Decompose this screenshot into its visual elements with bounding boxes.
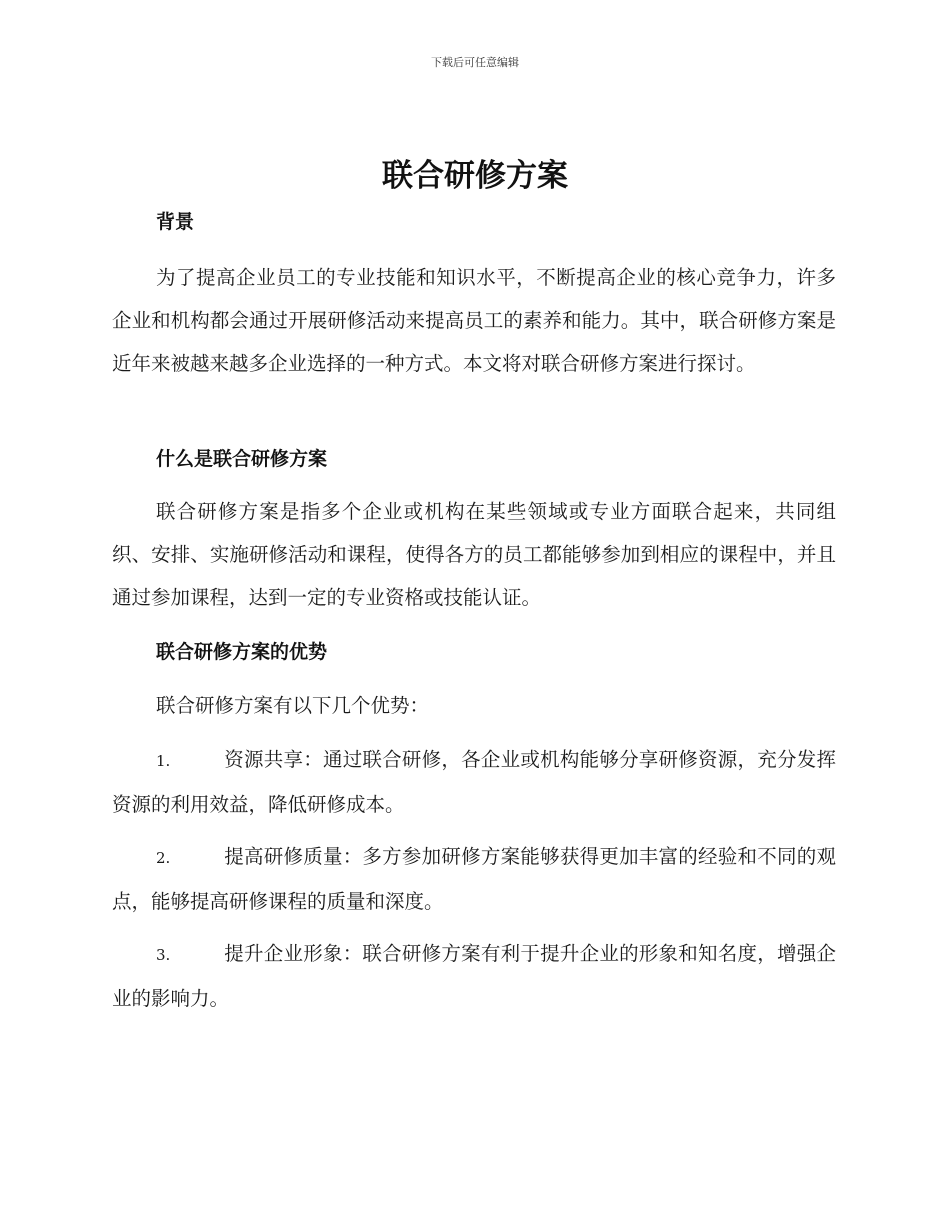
list-item-text: 资源共享：通过联合研修，各企业或机构能够分享研修资源，充分发挥资源的利用效益，降低研修成本。 — [112, 748, 836, 816]
section-heading-what-is: 什么是联合研修方案 — [156, 448, 328, 470]
paragraph-advantages-intro: 联合研修方案有以下几个优势： — [156, 694, 430, 717]
paragraph-what-is: 联合研修方案是指多个企业或机构在某些领域或专业方面联合起来，共同组织、安排、实施研修活动和课程，使得各方的员工都能够参加到相应的课程中，并且通过参加课程，达到一定的专业资格或技能认证。 — [112, 500, 836, 609]
list-item-text: 提升企业形象：联合研修方案有利于提升企业的形象和知名度，增强企业的影响力。 — [112, 942, 836, 1010]
section-background — [112, 207, 836, 234]
section-advantages — [112, 637, 836, 664]
list-item-number: 1. — [156, 752, 171, 770]
page-header-note: 下载后可任意编辑 — [431, 56, 519, 69]
list-item — [112, 738, 836, 826]
section-heading-background: 背景 — [156, 211, 195, 233]
paragraph-background: 为了提高企业员工的专业技能和知识水平，不断提高企业的核心竞争力，许多企业和机构都会通过开展研修活动来提高员工的素养和能力。其中，联合研修方案是近年来被越来越多企业选择的一种方式。本文将对联合研修方案进行探讨。 — [112, 266, 836, 375]
list-item-number: 3. — [156, 946, 171, 964]
document-title: 联合研修方案 — [382, 158, 568, 194]
list-item-text: 提高研修质量：多方参加研修方案能够获得更加丰富的经验和不同的观点，能够提高研修课程的质量和深度。 — [112, 845, 836, 913]
advantages-intro-block — [112, 684, 836, 727]
list-item — [112, 835, 836, 923]
list-item-number: 2. — [156, 849, 171, 867]
section-heading-advantages: 联合研修方案的优势 — [156, 641, 328, 663]
list-item — [112, 932, 836, 1020]
section-what-is-body — [112, 490, 836, 619]
section-background-body — [112, 256, 836, 385]
section-what-is — [112, 444, 836, 471]
